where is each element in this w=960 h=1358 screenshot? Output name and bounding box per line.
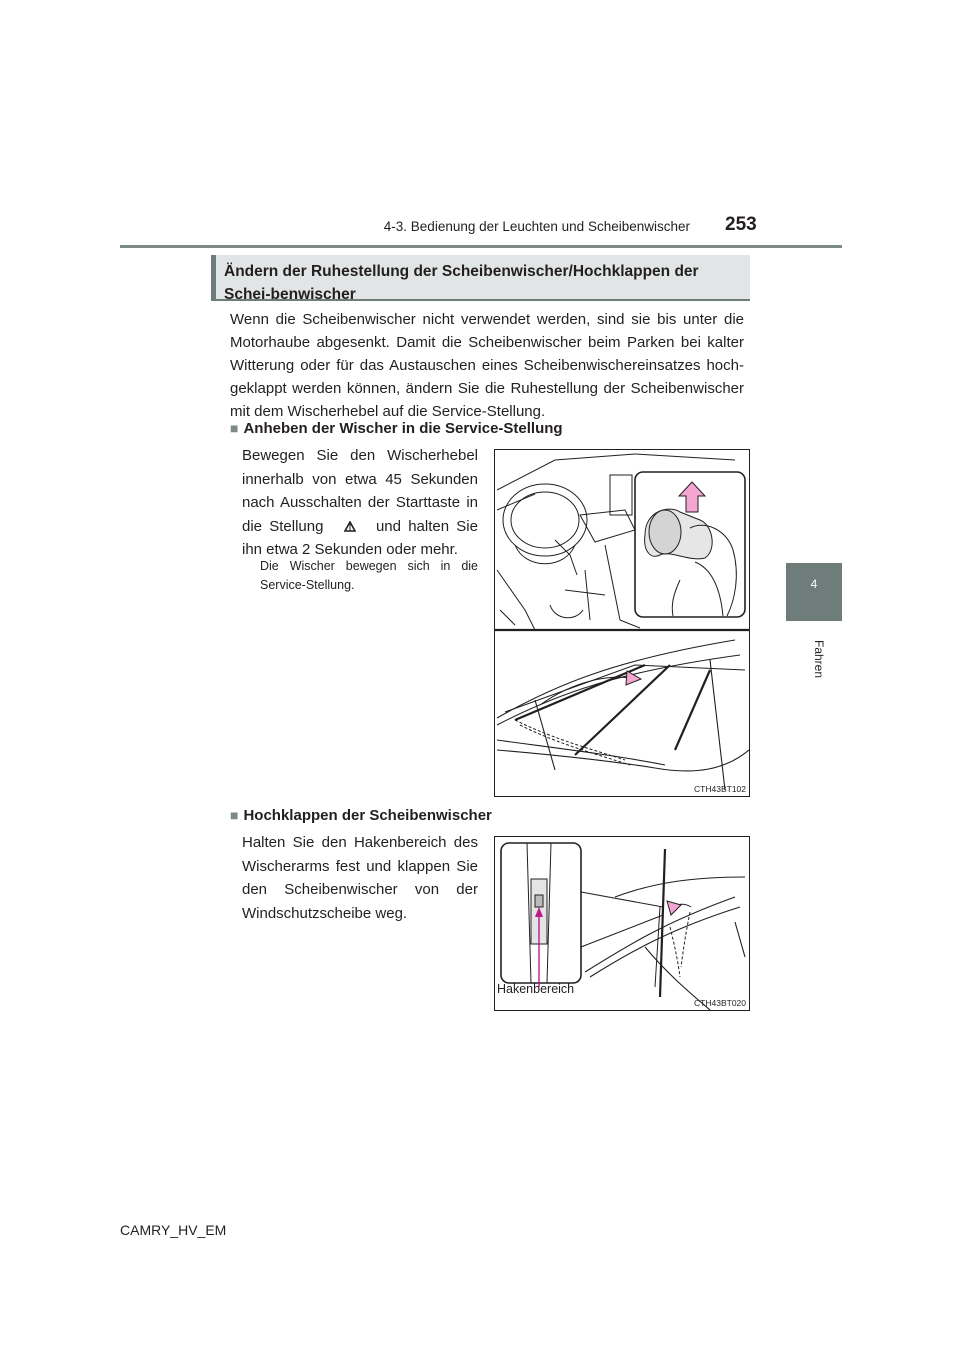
chapter-title: 4-3. Bedienung der Leuchten und Scheibenwischer — [383, 219, 690, 234]
figure-code-1: CTH43BT102 — [694, 784, 746, 794]
instruction-text-part1: Bewegen Sie den Wischerhebel innerhalb von etwa 45 Sekunden nach Ausschalten der Starttaste in die Stellung — [242, 447, 478, 535]
service-position-symbol-icon — [331, 515, 369, 539]
chapter-tab-label: Fahren — [812, 639, 826, 679]
subsection-1-title: Anheben der Wischer in die Service-Stellung — [243, 420, 563, 437]
chapter-tab — [786, 563, 842, 621]
bullet-square-icon: ■ — [230, 807, 239, 823]
subsection-1-note: Die Wischer bewegen sich in die Service-Stellung. — [260, 559, 478, 592]
subsection-2-text: Halten Sie den Hakenbereich des Wischerarms fest und klappen Sie den Scheibenwischer von der Windschutzscheibe weg. — [242, 834, 478, 922]
bullet-square-icon: ■ — [230, 420, 239, 436]
section-title: Ändern der Ruhestellung der Scheibenwischer/Hochklappen der Schei-benwischer — [224, 263, 699, 303]
page-number: 253 — [725, 214, 757, 235]
subsection-1-heading — [230, 420, 750, 438]
instruction-text-part2: und halten Sie ihn etwa 2 Sekunden oder mehr. — [242, 517, 478, 558]
chapter-tab-number: 4 — [810, 577, 818, 591]
model-code: CAMRY_HV_EM — [120, 1222, 227, 1238]
intro-paragraph: Wenn die Scheibenwischer nicht verwendet werden, sind sie bis unter die Motorhaube abgesenkt. Damit die Scheibenwischer beim Parken bei kalter Witterung oder für das Austauschen eines Scheibenwischereinsatzes hoch-geklappt werden können, ändern Sie die Ruhestellung der Scheibenwischer mit dem Wischerhebel auf die Service-Stellung. — [230, 311, 744, 420]
wiper-lever-illustration — [495, 450, 749, 796]
figure-wiper-hook — [494, 836, 750, 1011]
callout-label: Hakenbereich — [497, 982, 575, 996]
header-divider — [120, 245, 842, 248]
subsection-1-text — [242, 444, 478, 562]
subsection-2-title: Hochklappen der Scheibenwischer — [243, 807, 492, 824]
subsection-2-heading — [230, 807, 750, 825]
figure-wiper-lever — [494, 449, 750, 797]
figure-code-2: CTH43BT020 — [694, 998, 746, 1008]
